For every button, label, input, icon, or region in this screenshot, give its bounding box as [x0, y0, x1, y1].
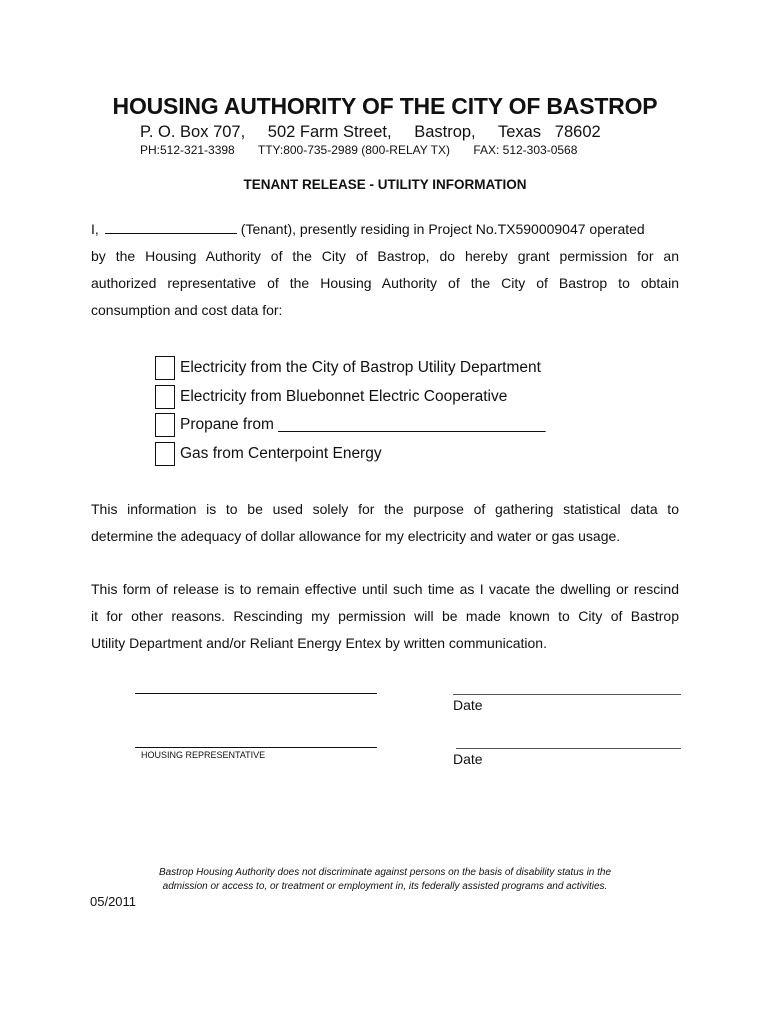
contact-line — [140, 143, 597, 157]
form-revision-code: 05/2011 — [90, 894, 137, 909]
purpose-line-1: This information is to be used solely for the purpose of gathering statistical data to — [91, 501, 679, 517]
option-label: Electricity from Bluebonnet Electric Cooperative — [180, 388, 508, 405]
purpose-line-2: determine the adequacy of dollar allowance for my electricity and water or gas usage. — [91, 528, 621, 544]
intro-line-2: by the Housing Authority of the City of Bastrop, do hereby grant permission for an — [91, 248, 679, 264]
address-state-zip: Texas 78602 — [497, 123, 601, 141]
option-city-electric — [155, 355, 541, 381]
phone-number: PH:512-321-3398 — [140, 143, 235, 157]
representative-date-line[interactable] — [456, 748, 681, 749]
date-label-1: Date — [453, 697, 483, 713]
form-title: TENANT RELEASE - UTILITY INFORMATION — [243, 177, 527, 192]
intro-prefix: I, — [91, 221, 99, 237]
intro-paragraph — [91, 216, 679, 324]
option-label: Electricity from the City of Bastrop Utility Department — [180, 359, 541, 376]
intro-line-1 — [91, 216, 679, 243]
tenant-signature-line[interactable] — [135, 693, 377, 694]
nondiscrimination-notice — [0, 866, 770, 894]
release-line-2: it for other reasons. Rescinding my permission will be made known to City of Bastrop — [91, 608, 679, 624]
option-bluebonnet — [155, 384, 507, 410]
option-label: Gas from Centerpoint Energy — [180, 445, 382, 462]
checkbox-bluebonnet[interactable] — [155, 385, 175, 409]
option-label: Propane from _______________________________ — [180, 416, 546, 433]
notice-line-2: admission or access to, or treatment or employment in, its federally assisted programs and activities. — [162, 881, 608, 892]
address-city: Bastrop, — [414, 123, 476, 141]
tenant-name-field[interactable] — [105, 221, 237, 234]
date-label-2: Date — [453, 751, 483, 767]
release-paragraph — [91, 576, 679, 657]
address-line — [140, 123, 619, 142]
purpose-paragraph — [91, 496, 679, 550]
checkbox-city-electric[interactable] — [155, 356, 175, 380]
checkbox-centerpoint-gas[interactable] — [155, 442, 175, 466]
tenant-date-line[interactable] — [453, 694, 681, 695]
intro-line-1-rest: (Tenant), presently residing in Project No.TX590009047 operated — [240, 221, 645, 237]
fax-number: FAX: 512-303-0568 — [473, 143, 578, 157]
address-street: 502 Farm Street, — [267, 123, 392, 141]
release-line-1: This form of release is to remain effective until such time as I vacate the dwelling or rescind — [91, 581, 679, 597]
intro-line-3: authorized representative of the Housing Authority of the City of Bastrop to obtain — [91, 275, 679, 291]
notice-line-1: Bastrop Housing Authority does not discriminate against persons on the basis of disability status in the — [158, 867, 612, 878]
page-title: HOUSING AUTHORITY OF THE CITY OF BASTROP — [112, 93, 658, 119]
tty-number: TTY:800-735-2989 (800-RELAY TX) — [257, 143, 450, 157]
option-centerpoint-gas — [155, 441, 382, 467]
address-pobox: P. O. Box 707, — [140, 123, 246, 141]
checkbox-propane[interactable] — [155, 413, 175, 437]
option-propane — [155, 412, 545, 438]
release-line-3: Utility Department and/or Reliant Energy Entex by written communication. — [91, 635, 547, 651]
intro-line-4: consumption and cost data for: — [91, 302, 283, 318]
representative-signature-line[interactable] — [135, 747, 377, 748]
housing-representative-label: HOUSING REPRESENTATIVE — [141, 750, 266, 760]
